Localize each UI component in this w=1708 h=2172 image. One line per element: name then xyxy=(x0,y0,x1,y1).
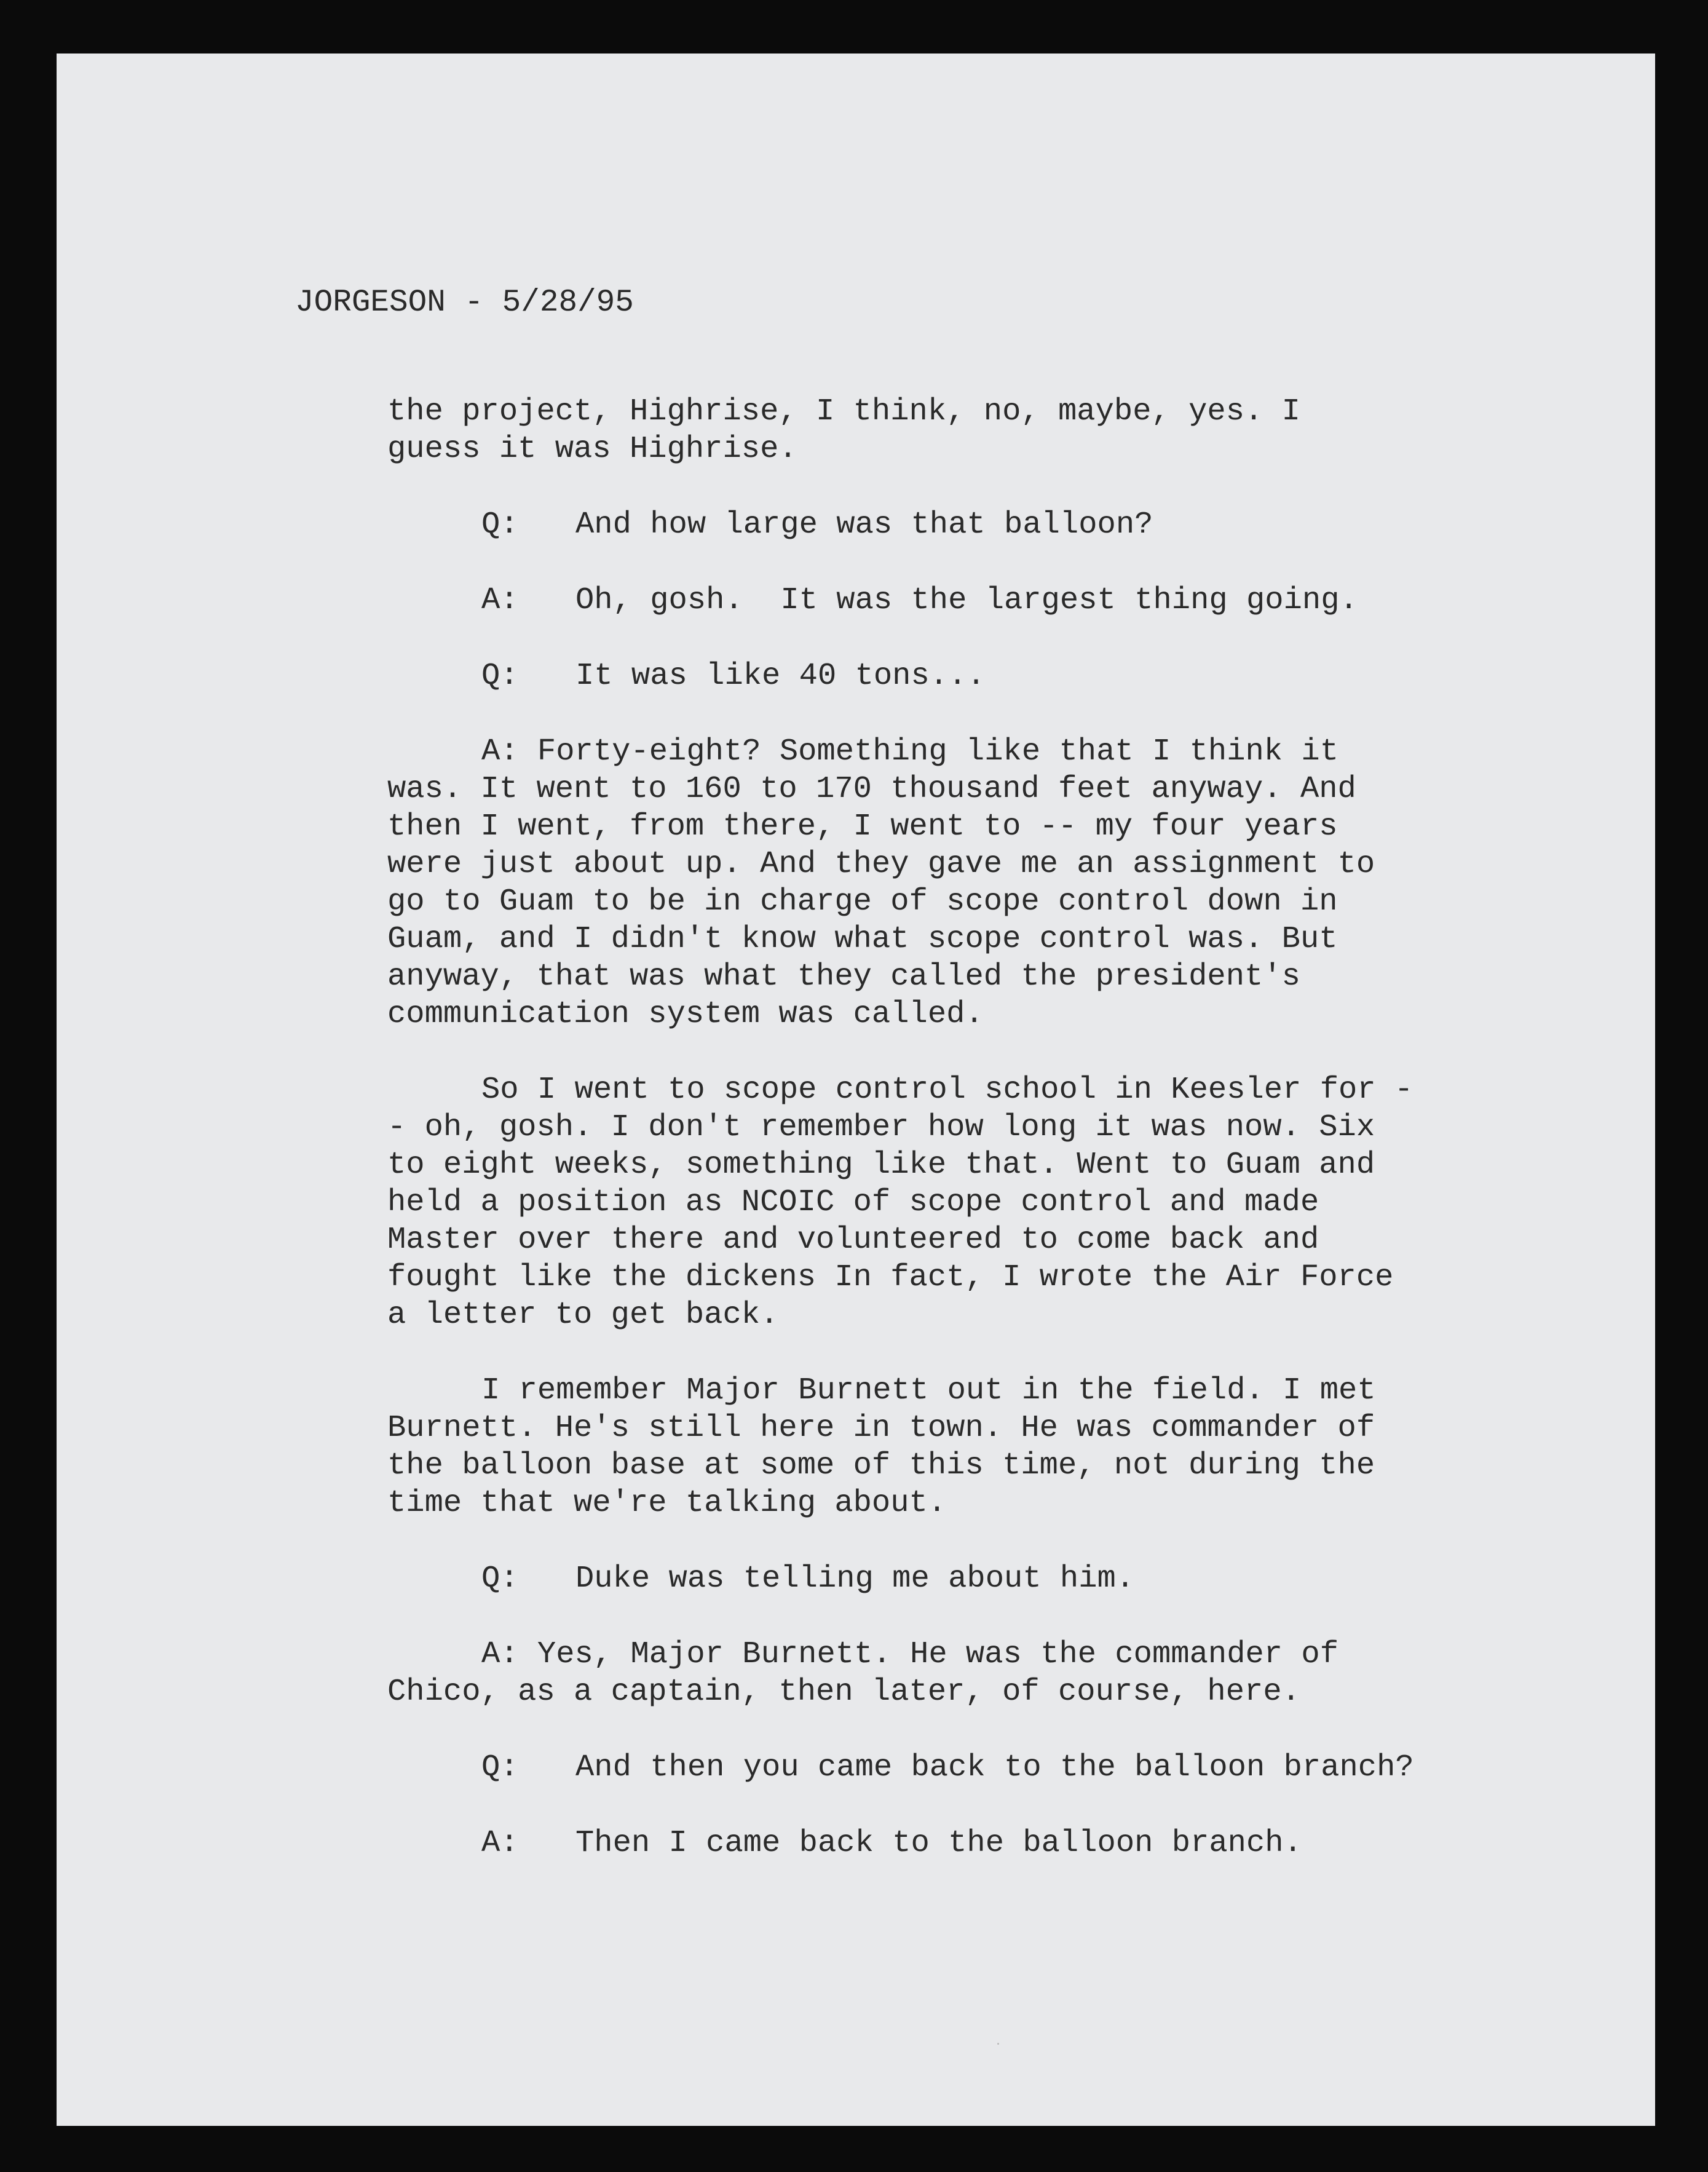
paragraph: the project, Highrise, I think, no, maybe, yes. I guess it was Highrise. xyxy=(387,394,1300,467)
speaker-label: A: xyxy=(481,1826,519,1861)
paragraph: I remember Major Burnett out in the field. I met Burnett. He's still here in town. He was commander of the balloon base at some of this time, not during the time that we're talking about. xyxy=(387,1373,1376,1521)
paragraph: A: Yes, Major Burnett. He was the commander of Chico, as a captain, then later, of course, here. xyxy=(387,1637,1339,1710)
transcript-body xyxy=(387,393,1445,1900)
page-header: JORGESON - 5/28/95 xyxy=(295,285,634,320)
qa-text: And how large was that balloon? xyxy=(575,507,1153,542)
speaker-label: Q: xyxy=(481,1561,519,1596)
speaker-label: A: xyxy=(481,583,519,618)
qa-line xyxy=(387,1825,1445,1862)
qa-text: Oh, gosh. It was the largest thing going. xyxy=(575,583,1358,618)
document-page xyxy=(57,54,1655,2126)
qa-line xyxy=(387,582,1445,619)
paragraph: A: Forty-eight? Something like that I think it was. It went to 160 to 170 thousand feet anyway. And then I went, from there, I went to -- my four years were just about up. And they gave me an assignment to go to Guam to be in charge of scope control down in Guam, and I didn't know what scope control was. But anyway, that was what they called the president's communication system was called. xyxy=(387,734,1375,1032)
speaker-label: Q: xyxy=(481,507,519,542)
qa-text: Then I came back to the balloon branch. xyxy=(575,1826,1302,1861)
qa-line xyxy=(387,1560,1445,1598)
qa-line xyxy=(387,1749,1445,1786)
paper-speck xyxy=(997,2043,999,2045)
qa-text: It was like 40 tons... xyxy=(575,659,986,694)
qa-line xyxy=(387,657,1445,695)
speaker-label: Q: xyxy=(481,659,519,694)
paragraph: So I went to scope control school in Keesler for - - oh, gosh. I don't remember how long it was now. Six to eight weeks, something like that. Went to Guam and held a position as NCOIC of scope control and made Master over there and volunteered to come back and fought like the dickens In fact, I wrote the Air Force a letter to get back. xyxy=(387,1072,1413,1333)
qa-text: Duke was telling me about him. xyxy=(575,1561,1135,1596)
speaker-label: Q: xyxy=(481,1750,519,1785)
qa-line xyxy=(387,506,1445,544)
qa-text: And then you came back to the balloon branch? xyxy=(575,1750,1414,1785)
